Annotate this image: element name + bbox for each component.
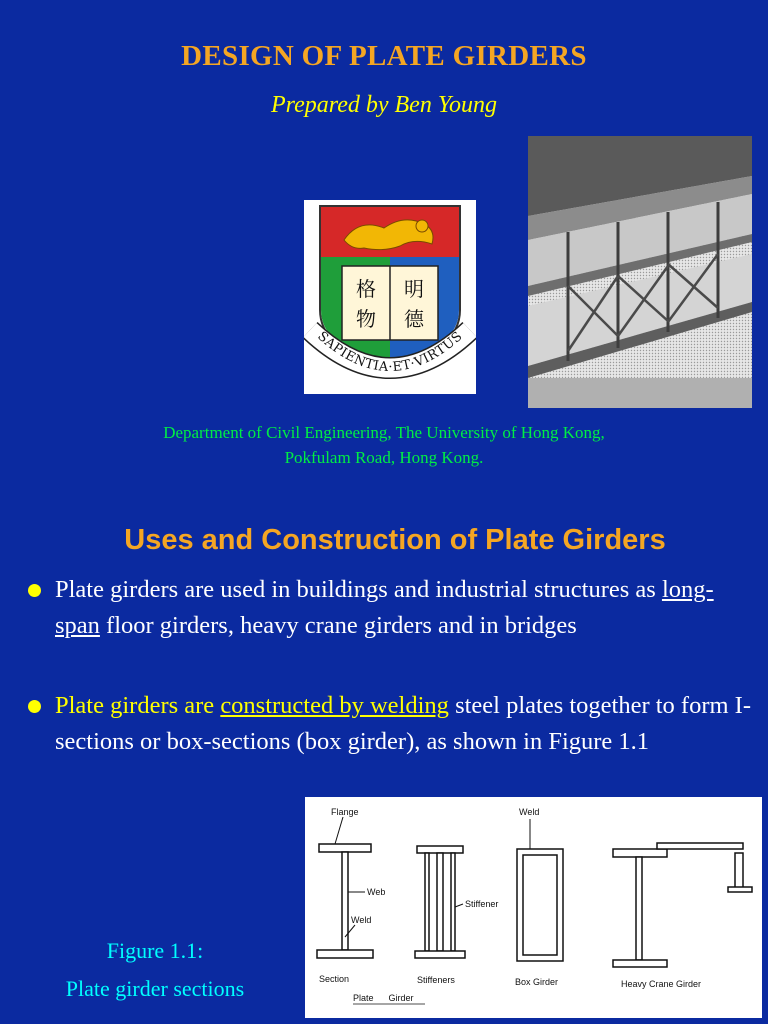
label-web: Web <box>367 887 386 897</box>
figure-caption <box>0 932 310 1008</box>
stiffeners-plate-right <box>451 853 455 951</box>
label-section: Section <box>319 974 350 984</box>
crane-top-flange <box>613 849 667 857</box>
stiffeners-top-flange <box>417 846 463 853</box>
author-line: Prepared by Ben Young <box>271 92 497 118</box>
figure-caption-line-1: Figure 1.1: <box>106 938 204 963</box>
plate-girder-bridge-photo <box>528 136 752 408</box>
label-weld: Weld <box>351 915 372 925</box>
department-line-2: Pokfulam Road, Hong Kong. <box>284 448 484 467</box>
department-line-1: Department of Civil Engineering, The University of Hong Kong, <box>163 423 605 442</box>
crest-motto: SAPIENTIA·ET·VIRTUS <box>314 328 466 376</box>
label-plate-girder: Plate Girder <box>353 993 414 1003</box>
crane-bottom-flange <box>613 960 667 967</box>
bullet-dot-icon <box>28 700 41 713</box>
book-char-3: 物 <box>356 307 376 331</box>
bullet-uses <box>55 572 755 644</box>
crane-web <box>636 857 642 960</box>
university-crest <box>304 200 476 394</box>
bullet-construction-text-2: steel plates together to form I-sections or box-sections (box girder), as shown in Figure 1.1 <box>55 692 752 755</box>
book-char-2: 明 <box>404 277 424 301</box>
label-heavy-crane-girder: Heavy Crane Girder <box>621 979 702 989</box>
label-stiffener: Stiffener <box>465 899 499 909</box>
label-flange: Flange <box>331 807 359 817</box>
bullet-dot-icon <box>28 584 41 597</box>
section-web <box>342 852 348 950</box>
book-char-4: 德 <box>404 307 424 331</box>
bullet-uses-text-1: Plate girders are used in buildings and industrial structures as <box>55 576 662 603</box>
bullet-construction-underlined: constructed by welding <box>220 692 449 719</box>
department-address <box>0 420 768 470</box>
bullet-uses-text-2: floor girders, heavy crane girders and in bridges <box>99 612 577 639</box>
stiffeners-web <box>437 853 443 951</box>
label-box-girder: Box Girder <box>515 977 559 987</box>
bullet-uses-underlined: long-span <box>55 576 714 639</box>
book-char-1: 格 <box>356 277 376 301</box>
label-weld-top: Weld <box>519 807 540 817</box>
crane-side-flange <box>735 853 743 889</box>
section-heading: Uses and Construction of Plate Girders <box>124 524 666 556</box>
box-girder-inner <box>523 855 557 955</box>
section-top-flange <box>319 844 371 852</box>
plate-girder-sections-figure <box>305 797 762 1018</box>
slide-title: DESIGN OF PLATE GIRDERS <box>181 40 587 72</box>
bullet-construction-text-1: Plate girders are <box>55 692 221 719</box>
stiffeners-bottom-flange <box>415 951 465 958</box>
figure-caption-line-2: Plate girder sections <box>65 976 245 1001</box>
section-bottom-flange <box>317 950 373 958</box>
crane-cap-channel <box>657 843 743 849</box>
crane-rail <box>728 887 752 892</box>
bullet-construction <box>55 688 755 760</box>
label-stiffeners: Stiffeners <box>417 975 455 985</box>
stiffeners-plate-left <box>425 853 429 951</box>
